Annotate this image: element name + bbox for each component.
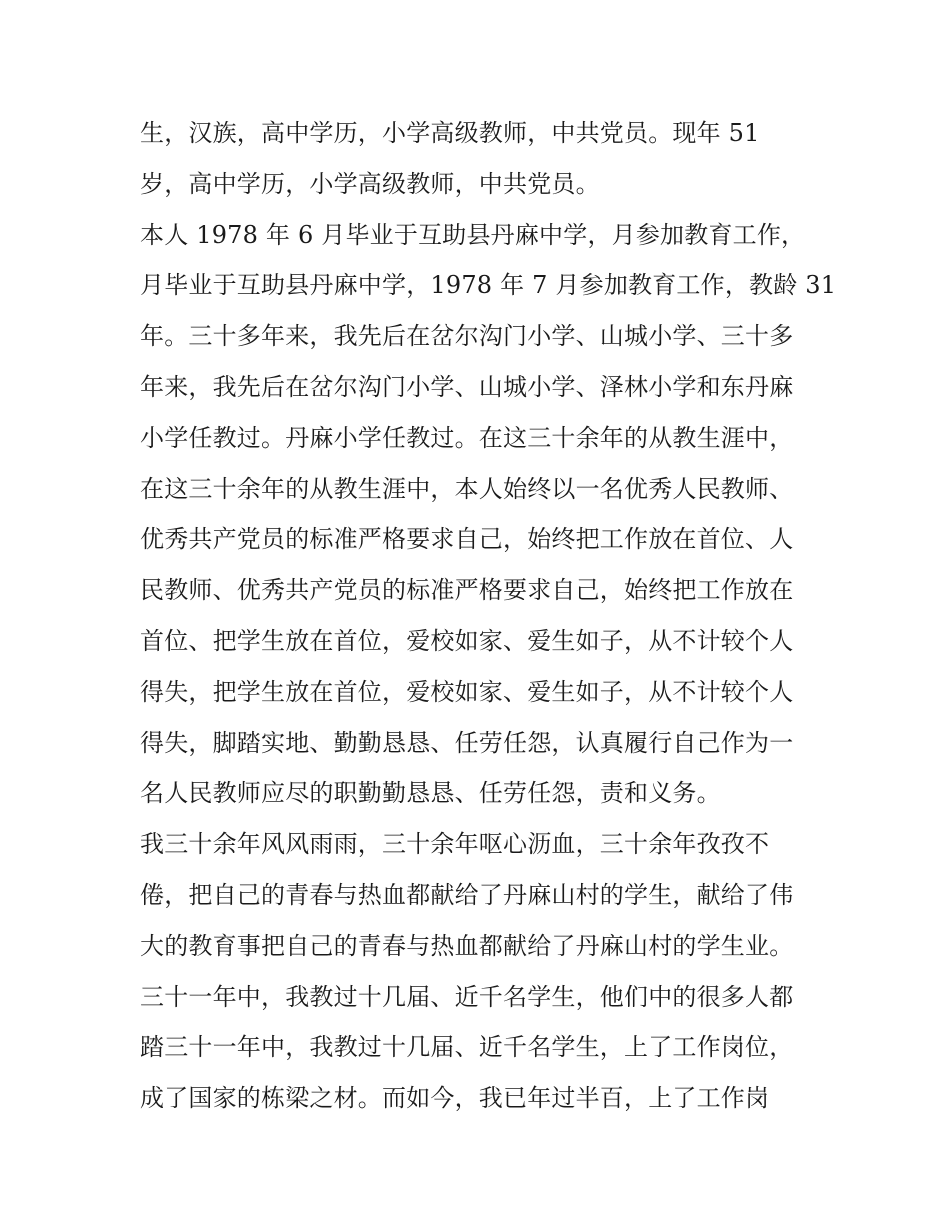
text-line: 在这三十余年的从教生涯中，本人始终以一名优秀人民教师、 <box>140 474 794 503</box>
text-line: 年来，我先后在岔尔沟门小学、山城小学、泽林小学和东丹麻 <box>140 372 794 401</box>
text-line: 年。三十多年来，我先后在岔尔沟门小学、山城小学、三十多 <box>140 322 794 351</box>
text-line: 踏三十一年中，我教过十几届、近千名学生，上了工作岗位， <box>140 1033 794 1062</box>
text-line: 优秀共产党员的标准严格要求自己，始终把工作放在首位、人 <box>140 525 794 554</box>
text-line: 三十一年中，我教过十几届、近千名学生，他们中的很多人都 <box>140 982 794 1011</box>
text-line: 得失，把学生放在首位，爱校如家、爱生如子，从不计较个人 <box>140 677 794 706</box>
text-line: 我三十余年风风雨雨，三十余年呕心沥血，三十余年孜孜不 <box>140 830 770 859</box>
document-body <box>140 108 837 1124</box>
text-line: 成了国家的栋梁之材。而如今，我已年过半百，上了工作岗 <box>140 1084 770 1113</box>
text-line: 本人 1978 年 6 月毕业于互助县丹麻中学，月参加教育工作， <box>140 220 806 249</box>
text-line: 倦，把自己的青春与热血都献给了丹麻山村的学生，献给了伟 <box>140 880 794 909</box>
text-line: 岁，高中学历，小学高级教师，中共党员。 <box>140 169 600 198</box>
text-line: 月毕业于互助县丹麻中学，1978 年 7 月参加教育工作，教龄 31 <box>140 271 837 300</box>
text-line: 名人民教师应尽的职勤勤恳恳、任劳任怨，责和义务。 <box>140 779 721 808</box>
text-line: 得失，脚踏实地、勤勤恳恳、任劳任怨，认真履行自己作为一 <box>140 728 794 757</box>
text-line: 小学任教过。丹麻小学任教过。在这三十余年的从教生涯中， <box>140 423 794 452</box>
text-line: 首位、把学生放在首位，爱校如家、爱生如子，从不计较个人 <box>140 626 794 655</box>
text-line: 大的教育事把自己的青春与热血都献给了丹麻山村的学生业。 <box>140 931 794 960</box>
text-line: 民教师、优秀共产党员的标准严格要求自己，始终把工作放在 <box>140 576 794 605</box>
text-line: 生，汉族，高中学历，小学高级教师，中共党员。现年 51 <box>140 119 760 147</box>
